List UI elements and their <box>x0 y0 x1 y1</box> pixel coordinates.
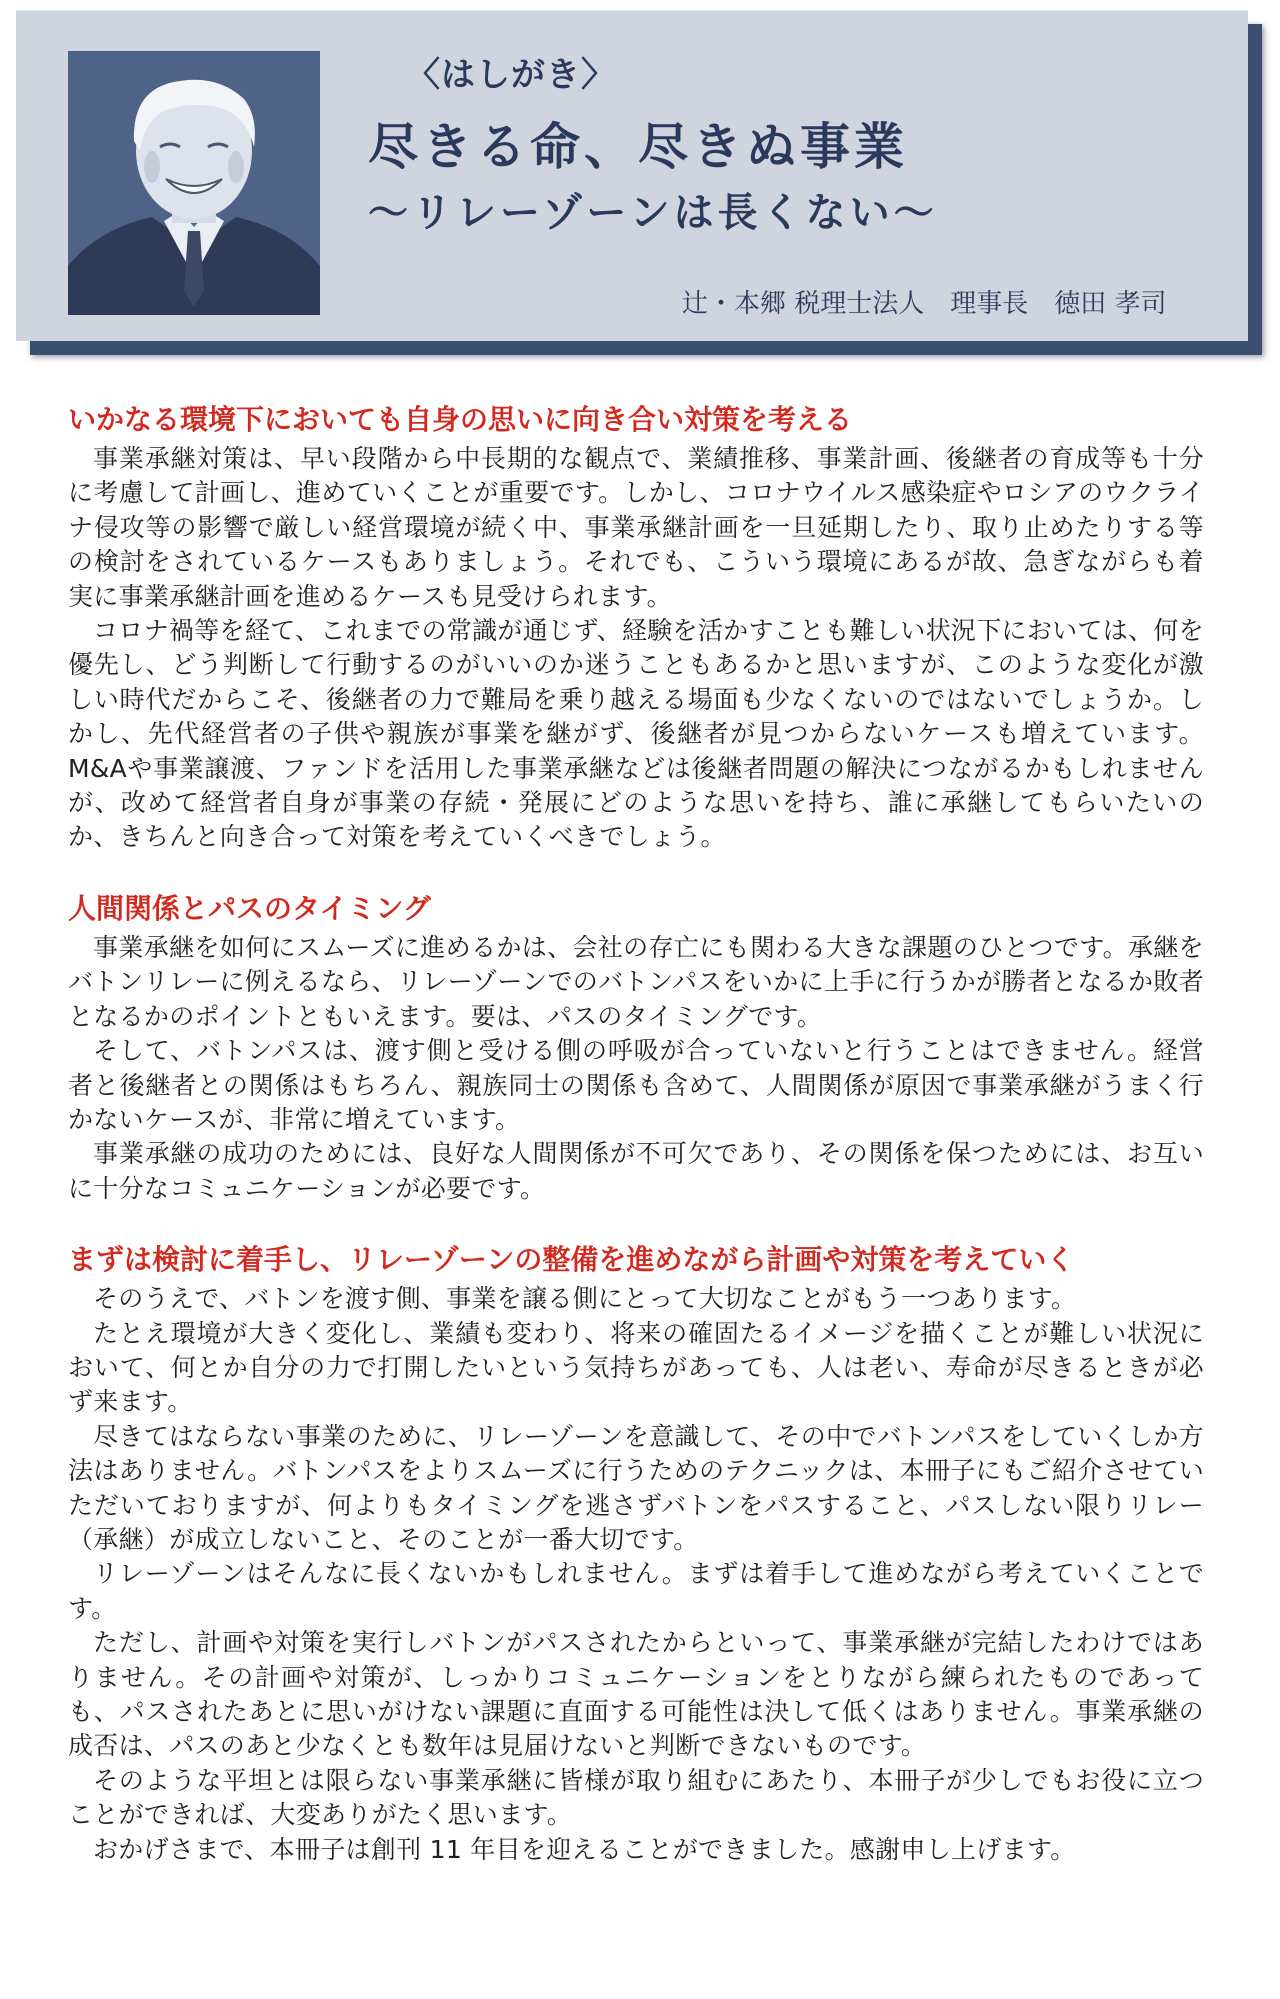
section-1 <box>68 400 1204 855</box>
header-kicker: 〈はしがき〉 <box>406 55 616 95</box>
paragraph: そのうえで、バトンを渡す側、事業を譲る側にとって大切なことがもう一つあります。 <box>93 1284 1077 1314</box>
header-banner <box>16 10 1248 341</box>
paragraph: たとえ環境が大きく変化し、業績も変わり、将来の確固たるイメージを描くことが難しい状況において、何とか自分の力で打開したいという気持ちがあっても、人は老い、寿命が尽きるときが必ず来ます。 <box>68 1318 1204 1417</box>
page-title: 尽きる命、尽きぬ事業 <box>368 117 908 176</box>
paragraph: 事業承継対策は、早い段階から中長期的な観点で、業績推移、事業計画、後継者の育成等も十分に考慮して計画し、進めていくことが重要です。しかし、コロナウイルス感染症やロシアのウクライナ侵攻等の影響で厳しい経営環境が続く中、事業承継計画を一旦延期したり、取り止めたりする等の検討をされているケースもありましょう。それでも、こういう環境にあるが故、急ぎながらも着実に事業承継計画を進めるケースも見受けられます。 <box>68 444 1204 611</box>
paragraph: コロナ禍等を経て、これまでの常識が通じず、経験を活かすことも難しい状況下においては、何を優先し、どう判断して行動するのがいいのか迷うこともあるかと思いますが、このような変化が激しい時代だからこそ、後継者の力で難局を乗り越える場面も少なくないのではないでしょうか。しかし、先代経営者の子供や親族が事業を継がず、後継者が見つからないケースも増えています。M&Aや事業譲渡、ファンドを活用した事業承継などは後継者問題の解決につながるかもしれませんが、改めて経営者自身が事業の存続・発展にどのような思いを持ち、誰に承継してもらいたいのか、きちんと向き合って対策を考えていくべきでしょう。 <box>68 616 1204 852</box>
paragraph: 尽きてはならない事業のために、リレーゾーンを意識して、その中でバトンパスをしていくしか方法はありません。バトンパスをよりスムーズに行うためのテクニックは、本冊子にもご紹介させていただいておりますが、何よりもタイミングを逃さずバトンをパスすること、パスしない限りリレー（承継）が成立しないこと、そのことが一番大切です。 <box>68 1421 1204 1554</box>
paragraph: ただし、計画や対策を実行しバトンがパスされたからといって、事業承継が完結したわけではありません。その計画や対策が、しっかりコミュニケーションをとりながら練られたものであっても、パスされたあとに思いがけない課題に直面する可能性は決して低くはありません。事業承継の成否は、パスのあと少なくとも数年は見届けないと判断できないものです。 <box>68 1628 1204 1761</box>
section-heading: まずは検討に着手し、リレーゾーンの整備を進めながら計画や対策を考えていく <box>68 1243 1075 1277</box>
section-2 <box>68 889 1204 1206</box>
paragraph: おかげさまで、本冊子は創刊 11 年目を迎えることができました。感謝申し上げます。 <box>93 1834 1076 1864</box>
section-heading: いかなる環境下においても自身の思いに向き合い対策を考える <box>68 403 853 436</box>
paragraph: リレーゾーンはそんなに長くないかもしれません。まずは着手して進めながら考えていくことです。 <box>68 1559 1204 1623</box>
paragraph: 事業承継の成功のためには、良好な人間関係が不可欠であり、その関係を保つためには、お互いに十分なコミュニケーションが必要です。 <box>68 1139 1204 1203</box>
author-credit: 辻・本郷 税理士法人 理事長 徳田 孝司 <box>682 289 1167 319</box>
author-portrait <box>68 51 320 315</box>
paragraph: 事業承継を如何にスムーズに進めるかは、会社の存亡にも関わる大きな課題のひとつです。承継をバトンリレーに例えるなら、リレーゾーンでのバトンパスをいかに上手に行うかが勝者となるか敗者となるかのポイントともいえます。要は、パスのタイミングです。 <box>68 932 1204 1031</box>
section-heading: 人間関係とパスのタイミング <box>68 891 431 925</box>
paragraph: そして、バトンパスは、渡す側と受ける側の呼吸が合っていないと行うことはできません。経営者と後継者との関係はもちろん、親族同士の関係も含めて、人間関係が原因で事業承継がうまく行かないケースが、非常に増えています。 <box>68 1036 1204 1134</box>
portrait-illustration <box>68 51 320 315</box>
paragraph: そのような平坦とは限らない事業承継に皆様が取り組むにあたり、本冊子が少しでもお役に立つことができれば、大変ありがたく思います。 <box>68 1765 1204 1830</box>
section-3 <box>68 1240 1204 1867</box>
article-body <box>68 400 1204 1901</box>
page-subtitle: 〜リレーゾーンは長くない〜 <box>368 189 938 236</box>
